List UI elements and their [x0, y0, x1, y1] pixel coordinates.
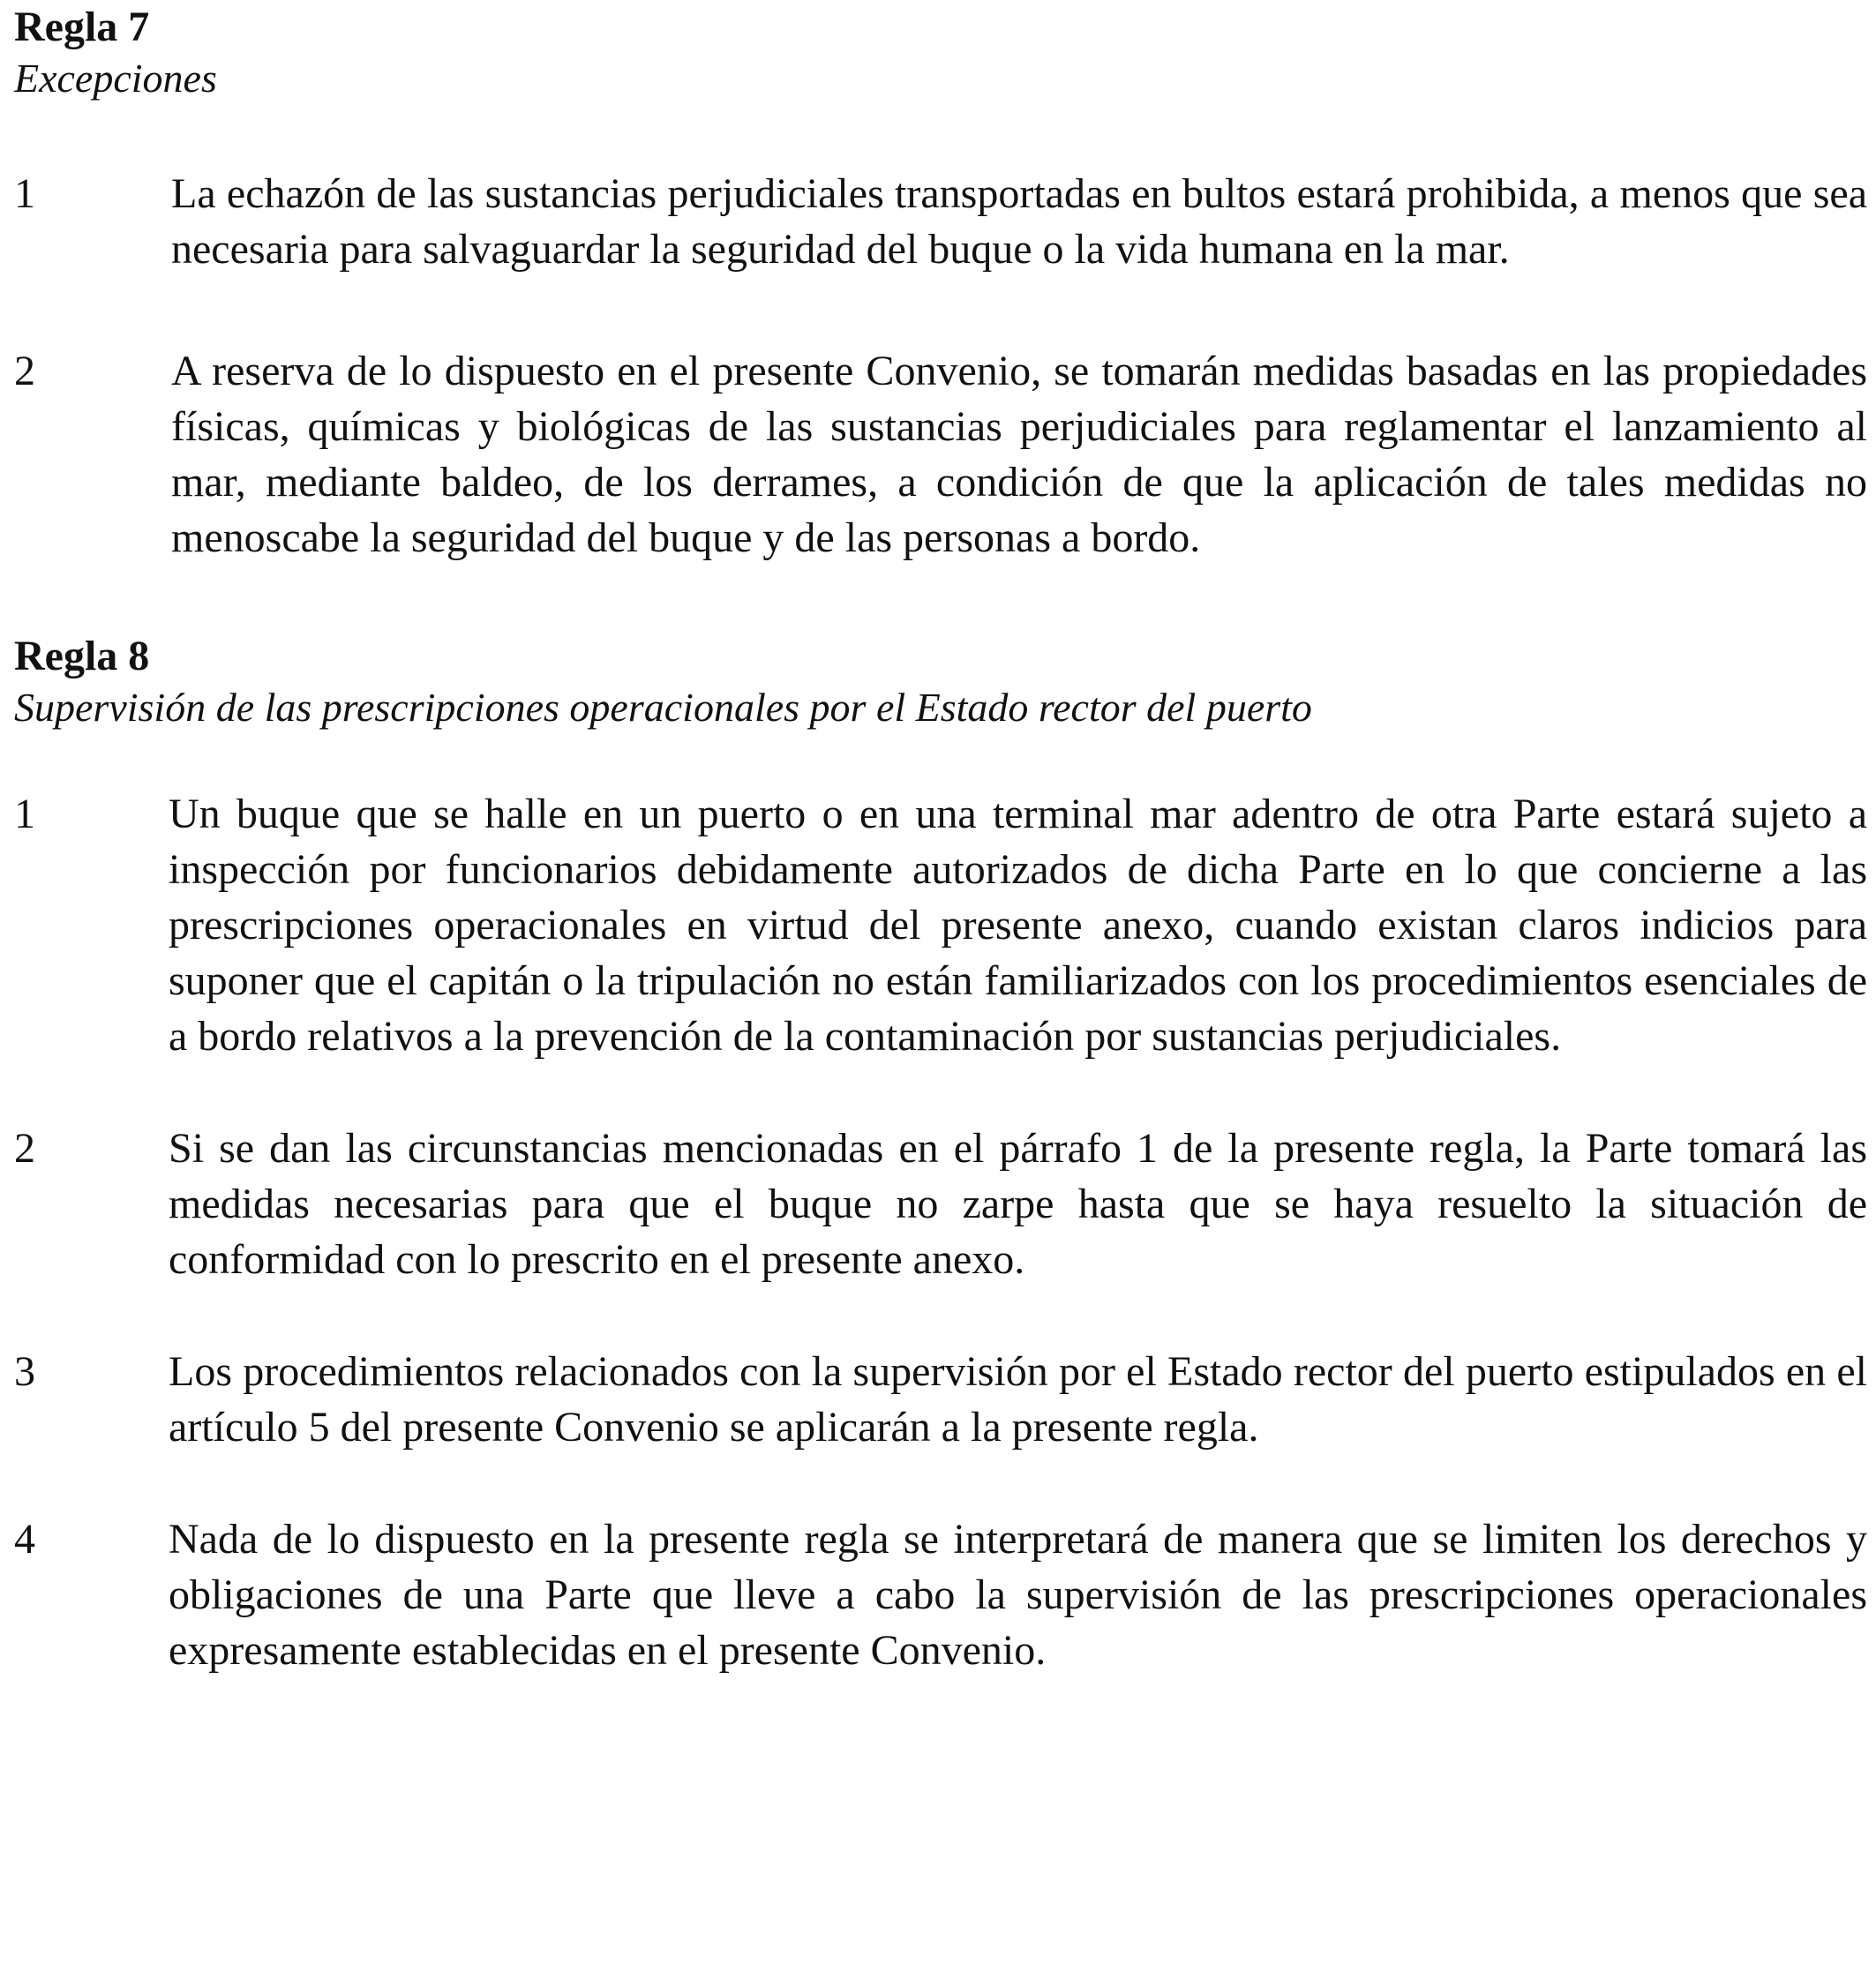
paragraph-number: 4 — [14, 1516, 35, 1563]
rule-7-subtitle: Excepciones — [14, 56, 217, 101]
paragraph-number: 1 — [14, 170, 35, 217]
paragraph-number: 3 — [14, 1348, 35, 1395]
rule-8-paragraph-2 — [14, 1121, 1867, 1287]
rule-8-paragraph-3 — [14, 1344, 1867, 1455]
rule-7-paragraph-1 — [14, 166, 1867, 277]
paragraph-text: A reserva de lo dispuesto en el presente Convenio, se tomarán medidas basadas en las propiedades físicas, químicas y biológicas de las sustancias perjudiciales para reglamentar el lanzamiento al mar, mediante baldeo, de los derrames, a condición de que la aplicación de tales medidas no menoscabe la seguridad del buque y de las personas a bordo. — [171, 348, 1867, 561]
rule-8-subtitle: Supervisión de las prescripciones operacionales por el Estado rector del puerto — [14, 685, 1312, 730]
paragraph-number: 1 — [14, 791, 35, 837]
rule-8-section — [14, 629, 1867, 1678]
rule-8-heading: Regla 8 — [14, 633, 150, 679]
paragraph-text: La echazón de las sustancias perjudiciales transportadas en bultos estará prohibida, a menos que sea necesaria para salvaguardar la seguridad del buque o la vida humana en la mar. — [171, 170, 1867, 273]
paragraph-number: 2 — [14, 348, 35, 394]
paragraph-number: 2 — [14, 1125, 35, 1172]
rule-7-paragraph-2 — [14, 343, 1867, 566]
paragraph-text: Un buque que se halle en un puerto o en una terminal mar adentro de otra Parte estará sujeto a inspección por funcionarios debidamente autorizados de dicha Parte en lo que concierne a las prescripciones operacionales en virtud del presente anexo, cuando existan claros indicios para suponer que el capitán o la tripulación no están familiarizados con los procedimientos esenciales de a bordo relativos a la prevención de la contaminación por sustancias perjudiciales. — [169, 791, 1867, 1060]
paragraph-text: Los procedimientos relacionados con la supervisión por el Estado rector del puerto estipulados en el artículo 5 del presente Convenio se aplicarán a la presente regla. — [169, 1348, 1867, 1451]
paragraph-text: Si se dan las circunstancias mencionadas en el párrafo 1 de la presente regla, la Parte tomará las medidas necesarias para que el buque no zarpe hasta que se haya resuelto la situación de conformidad con lo prescrito en el presente anexo. — [169, 1125, 1867, 1283]
rule-7-section — [14, 0, 1867, 566]
rule-8-paragraph-4 — [14, 1511, 1867, 1678]
rule-7-heading: Regla 7 — [14, 4, 150, 50]
paragraph-text: Nada de lo dispuesto en la presente regla se interpretará de manera que se limiten los derechos y obligaciones de una Parte que lleve a cabo la supervisión de las prescripciones operacionales expresamente establecidas en el presente Convenio. — [169, 1516, 1867, 1674]
document-page — [14, 0, 1867, 1678]
rule-8-paragraph-1 — [14, 786, 1867, 1064]
